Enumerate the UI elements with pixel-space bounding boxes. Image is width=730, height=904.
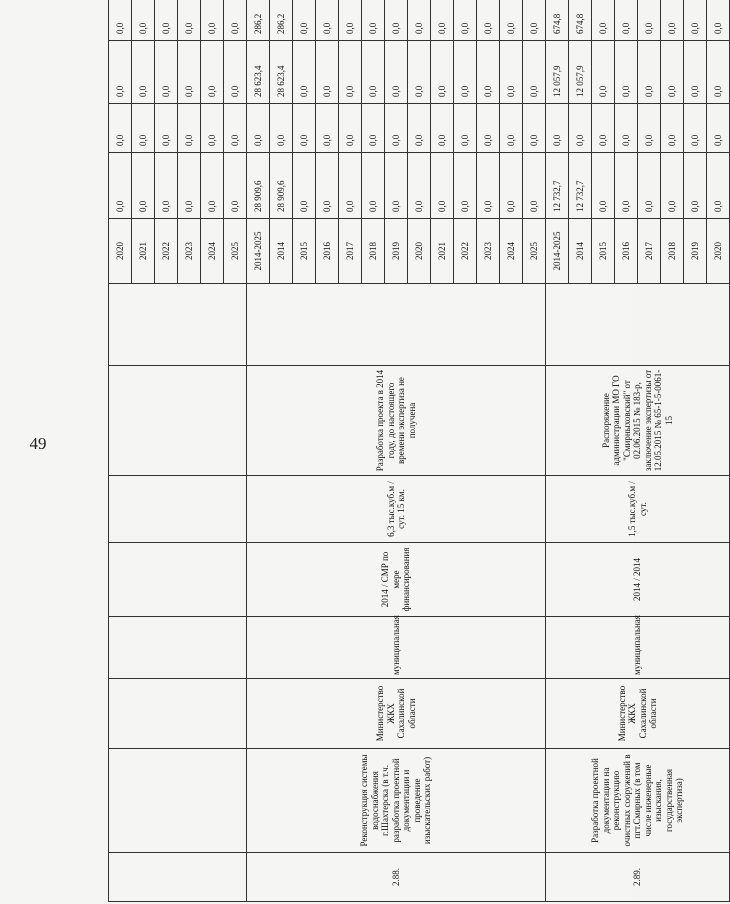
amount-cell: 0,0 bbox=[684, 104, 707, 153]
year-cell: 2015 bbox=[293, 219, 316, 284]
amount-cell: 0,0 bbox=[408, 41, 431, 104]
year-cell: 2019 bbox=[385, 219, 408, 284]
amount-cell: 0,0 bbox=[661, 104, 684, 153]
amount-cell: 0,0 bbox=[362, 41, 385, 104]
amount-cell: 0,0 bbox=[293, 41, 316, 104]
amount-cell: 0,0 bbox=[109, 104, 132, 153]
amount-cell: 0,0 bbox=[615, 41, 638, 104]
amount-cell: 0,0 bbox=[316, 104, 339, 153]
amount-cell: 0,0 bbox=[477, 104, 500, 153]
ownership-cell: муниципальная bbox=[546, 617, 730, 679]
basis-cell: Распоряжение администрации МО ГО "Смирныховский" от 02.06.2015 № 183-р, заключение экспертизы от 12.05.2015 № 65-1-5-0061-15 bbox=[546, 366, 730, 476]
empty-cell bbox=[109, 679, 247, 749]
amount-cell: 0,0 bbox=[431, 153, 454, 219]
amount-cell: 0,0 bbox=[362, 153, 385, 219]
amount-cell: 0,0 bbox=[523, 41, 546, 104]
empty-cell bbox=[109, 476, 247, 543]
capacity-cell: 6,3 тыс.куб.м /сут. 15 км. bbox=[247, 476, 546, 543]
empty-cell bbox=[109, 617, 247, 679]
year-cell: 2020 bbox=[707, 219, 730, 284]
amount-cell: 0,0 bbox=[523, 104, 546, 153]
amount-cell: 0,0 bbox=[454, 153, 477, 219]
empty-cell bbox=[109, 366, 247, 476]
amount-cell: 674,8 bbox=[546, 0, 569, 41]
amount-cell: 0,0 bbox=[661, 41, 684, 104]
amount-cell: 0,0 bbox=[408, 0, 431, 41]
amount-cell: 0,0 bbox=[316, 41, 339, 104]
amount-cell: 0,0 bbox=[132, 153, 155, 219]
amount-cell: 0,0 bbox=[454, 41, 477, 104]
amount-cell: 286,2 bbox=[270, 0, 293, 41]
amount-cell: 0,0 bbox=[362, 104, 385, 153]
year-cell: 2024 bbox=[201, 219, 224, 284]
executor-cell: Министерство ЖКХ Сахалинской области bbox=[247, 679, 546, 749]
amount-cell: 0,0 bbox=[638, 153, 661, 219]
year-cell: 2014-2025 bbox=[247, 219, 270, 284]
amount-cell: 28 623,4 bbox=[270, 41, 293, 104]
amount-cell: 0,0 bbox=[431, 0, 454, 41]
amount-cell: 0,0 bbox=[132, 104, 155, 153]
amount-cell: 0,0 bbox=[109, 0, 132, 41]
amount-cell: 0,0 bbox=[385, 41, 408, 104]
amount-cell: 0,0 bbox=[638, 41, 661, 104]
empty-cell bbox=[546, 284, 730, 366]
table-row bbox=[546, 0, 569, 902]
year-cell: 2020 bbox=[109, 219, 132, 284]
amount-cell: 0,0 bbox=[707, 153, 730, 219]
amount-cell: 0,0 bbox=[707, 41, 730, 104]
page-number: 49 bbox=[29, 434, 47, 453]
empty-cell bbox=[109, 749, 247, 853]
amount-cell: 0,0 bbox=[592, 104, 615, 153]
amount-cell: 0,0 bbox=[178, 153, 201, 219]
year-cell: 2018 bbox=[362, 219, 385, 284]
amount-cell: 0,0 bbox=[385, 104, 408, 153]
year-cell: 2022 bbox=[454, 219, 477, 284]
year-cell: 2016 bbox=[615, 219, 638, 284]
amount-cell: 0,0 bbox=[132, 41, 155, 104]
ownership-cell: муниципальная bbox=[247, 617, 546, 679]
amount-cell: 0,0 bbox=[592, 41, 615, 104]
amount-cell: 0,0 bbox=[661, 153, 684, 219]
amount-cell: 0,0 bbox=[684, 153, 707, 219]
amount-cell: 0,0 bbox=[638, 104, 661, 153]
amount-cell: 0,0 bbox=[477, 153, 500, 219]
amount-cell: 0,0 bbox=[615, 104, 638, 153]
amount-cell: 0,0 bbox=[569, 104, 592, 153]
amount-cell: 0,0 bbox=[109, 41, 132, 104]
year-cell: 2020 bbox=[408, 219, 431, 284]
amount-cell: 0,0 bbox=[523, 0, 546, 41]
amount-cell: 0,0 bbox=[155, 153, 178, 219]
year-cell: 2016 bbox=[316, 219, 339, 284]
year-cell: 2014 bbox=[569, 219, 592, 284]
amount-cell: 0,0 bbox=[477, 41, 500, 104]
table-row bbox=[109, 0, 132, 902]
amount-cell: 0,0 bbox=[339, 104, 362, 153]
amount-cell: 0,0 bbox=[109, 153, 132, 219]
year-cell: 2023 bbox=[178, 219, 201, 284]
amount-cell: 12 057,9 bbox=[569, 41, 592, 104]
amount-cell: 0,0 bbox=[592, 153, 615, 219]
item-name: Реконструкция системы водоснабжения г.Шахтерска (в т.ч. разработка проектной документации и проведение изыскательских работ) bbox=[247, 749, 546, 853]
year-cell: 2014-2025 bbox=[546, 219, 569, 284]
program-table bbox=[108, 0, 730, 902]
amount-cell: 0,0 bbox=[500, 41, 523, 104]
year-cell: 2014 bbox=[270, 219, 293, 284]
item-number: 2.89. bbox=[546, 853, 730, 902]
amount-cell: 0,0 bbox=[201, 104, 224, 153]
table-row bbox=[247, 0, 270, 902]
amount-cell: 0,0 bbox=[454, 0, 477, 41]
amount-cell: 286,2 bbox=[247, 0, 270, 41]
amount-cell: 0,0 bbox=[454, 104, 477, 153]
amount-cell: 12 732,7 bbox=[569, 153, 592, 219]
amount-cell: 0,0 bbox=[615, 0, 638, 41]
amount-cell: 0,0 bbox=[316, 0, 339, 41]
amount-cell: 0,0 bbox=[224, 153, 247, 219]
period-cell: 2014 / СМР по мере финансирования bbox=[247, 543, 546, 617]
amount-cell: 0,0 bbox=[615, 153, 638, 219]
amount-cell: 0,0 bbox=[247, 104, 270, 153]
amount-cell: 0,0 bbox=[201, 0, 224, 41]
empty-cell bbox=[109, 284, 247, 366]
empty-cell bbox=[109, 543, 247, 617]
amount-cell: 0,0 bbox=[500, 104, 523, 153]
amount-cell: 0,0 bbox=[339, 153, 362, 219]
amount-cell: 0,0 bbox=[270, 104, 293, 153]
year-cell: 2018 bbox=[661, 219, 684, 284]
amount-cell: 0,0 bbox=[500, 0, 523, 41]
year-cell: 2015 bbox=[592, 219, 615, 284]
empty-cell bbox=[109, 853, 247, 902]
amount-cell: 28 623,4 bbox=[247, 41, 270, 104]
amount-cell: 0,0 bbox=[316, 153, 339, 219]
amount-cell: 0,0 bbox=[155, 104, 178, 153]
basis-cell: Разработка проекта в 2014 году, до настоящего времени экспертиза не получена bbox=[247, 366, 546, 476]
amount-cell: 674,8 bbox=[569, 0, 592, 41]
amount-cell: 0,0 bbox=[224, 104, 247, 153]
amount-cell: 0,0 bbox=[431, 41, 454, 104]
amount-cell: 0,0 bbox=[408, 153, 431, 219]
amount-cell: 0,0 bbox=[707, 104, 730, 153]
year-cell: 2023 bbox=[477, 219, 500, 284]
amount-cell: 12 732,7 bbox=[546, 153, 569, 219]
amount-cell: 0,0 bbox=[132, 0, 155, 41]
item-name: Разработка проектной документации на реконструкцию очистных сооружений в пгт.Смирных (в том числе инженерные изыскания, государственная экспертиза) bbox=[546, 749, 730, 853]
amount-cell: 0,0 bbox=[362, 0, 385, 41]
amount-cell: 0,0 bbox=[684, 41, 707, 104]
amount-cell: 0,0 bbox=[293, 104, 316, 153]
amount-cell: 0,0 bbox=[638, 0, 661, 41]
amount-cell: 0,0 bbox=[178, 0, 201, 41]
year-cell: 2017 bbox=[339, 219, 362, 284]
amount-cell: 0,0 bbox=[431, 104, 454, 153]
amount-cell: 12 057,9 bbox=[546, 41, 569, 104]
amount-cell: 0,0 bbox=[385, 0, 408, 41]
amount-cell: 0,0 bbox=[339, 0, 362, 41]
amount-cell: 0,0 bbox=[684, 0, 707, 41]
amount-cell: 0,0 bbox=[224, 0, 247, 41]
amount-cell: 0,0 bbox=[293, 153, 316, 219]
amount-cell: 28 909,6 bbox=[247, 153, 270, 219]
empty-cell bbox=[247, 284, 546, 366]
year-cell: 2021 bbox=[132, 219, 155, 284]
amount-cell: 0,0 bbox=[339, 41, 362, 104]
year-cell: 2021 bbox=[431, 219, 454, 284]
amount-cell: 0,0 bbox=[546, 104, 569, 153]
amount-cell: 0,0 bbox=[408, 104, 431, 153]
amount-cell: 0,0 bbox=[592, 0, 615, 41]
amount-cell: 0,0 bbox=[523, 153, 546, 219]
year-cell: 2025 bbox=[224, 219, 247, 284]
amount-cell: 0,0 bbox=[201, 41, 224, 104]
amount-cell: 0,0 bbox=[707, 0, 730, 41]
year-cell: 2017 bbox=[638, 219, 661, 284]
amount-cell: 0,0 bbox=[500, 153, 523, 219]
year-cell: 2019 bbox=[684, 219, 707, 284]
amount-cell: 0,0 bbox=[155, 0, 178, 41]
period-cell: 2014 / 2014 bbox=[546, 543, 730, 617]
amount-cell: 0,0 bbox=[201, 153, 224, 219]
amount-cell: 0,0 bbox=[477, 0, 500, 41]
amount-cell: 0,0 bbox=[385, 153, 408, 219]
amount-cell: 28 909,6 bbox=[270, 153, 293, 219]
year-cell: 2024 bbox=[500, 219, 523, 284]
executor-cell: Министерство ЖКХ Сахалинской области bbox=[546, 679, 730, 749]
year-cell: 2022 bbox=[155, 219, 178, 284]
amount-cell: 0,0 bbox=[661, 0, 684, 41]
amount-cell: 0,0 bbox=[178, 41, 201, 104]
capacity-cell: 1,5 тыс.куб.м /сут. bbox=[546, 476, 730, 543]
year-cell: 2025 bbox=[523, 219, 546, 284]
amount-cell: 0,0 bbox=[155, 41, 178, 104]
amount-cell: 0,0 bbox=[224, 41, 247, 104]
amount-cell: 0,0 bbox=[293, 0, 316, 41]
amount-cell: 0,0 bbox=[178, 104, 201, 153]
item-number: 2.88. bbox=[247, 853, 546, 902]
